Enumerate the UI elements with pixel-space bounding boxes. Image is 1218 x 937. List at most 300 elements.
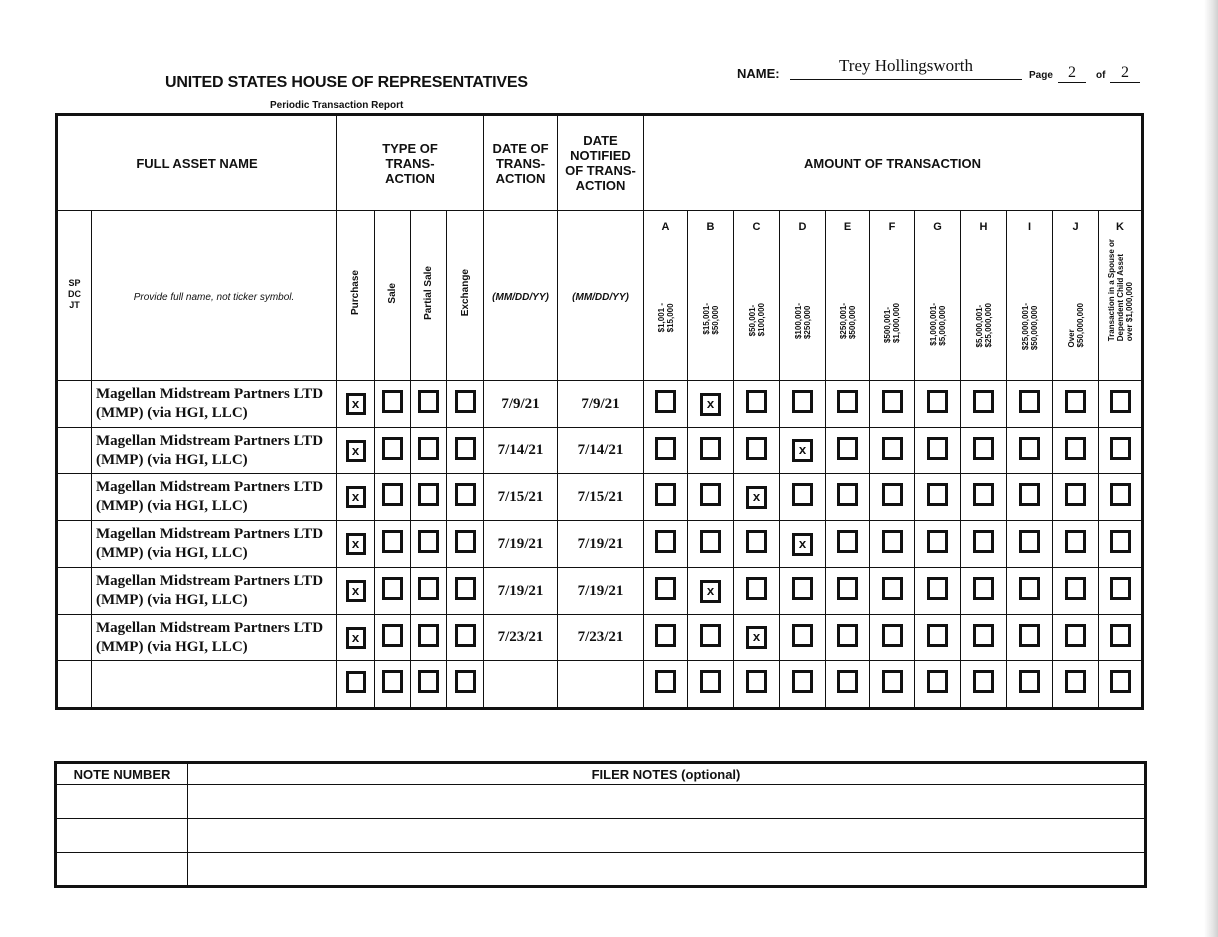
asset-name-cell[interactable]: Magellan Midstream Partners LTD (MMP) (via HGI, LLC) xyxy=(92,428,337,474)
type-checkbox-cell xyxy=(375,381,411,428)
amount-checkbox-cell xyxy=(961,521,1007,568)
amount-checkbox-k[interactable] xyxy=(1110,483,1131,506)
amount-checkbox-cell xyxy=(1007,474,1053,521)
amount-checkbox-i[interactable] xyxy=(1019,577,1040,600)
amount-checkbox-e[interactable] xyxy=(837,390,858,413)
amount-checkbox-cell xyxy=(1099,474,1143,521)
asset-name-cell[interactable]: Magellan Midstream Partners LTD (MMP) (via HGI, LLC) xyxy=(92,381,337,428)
notified-date-cell[interactable]: 7/14/21 xyxy=(558,428,644,474)
amount-checkbox-b[interactable]: x xyxy=(700,580,721,603)
notified-date-cell[interactable]: 7/19/21 xyxy=(558,568,644,615)
type-checkbox-purchase[interactable]: x xyxy=(346,580,366,602)
amount-checkbox-j[interactable] xyxy=(1065,437,1086,460)
amount-checkbox-cell xyxy=(1099,428,1143,474)
transaction-date-cell[interactable]: 7/9/21 xyxy=(484,381,558,428)
amount-checkbox-d[interactable] xyxy=(792,624,813,647)
notified-date-cell[interactable]: 7/19/21 xyxy=(558,521,644,568)
amount-checkbox-i[interactable] xyxy=(1019,437,1040,460)
name-label: NAME: xyxy=(737,66,780,81)
type-checkbox-exchange[interactable] xyxy=(455,390,476,413)
amount-checkbox-cell xyxy=(644,381,688,428)
amount-checkbox-c[interactable] xyxy=(746,670,767,693)
amount-checkbox-d[interactable]: x xyxy=(792,533,813,556)
amount-range: $1,000,001- $5,000,000 xyxy=(928,303,947,346)
amount-checkbox-cell xyxy=(826,568,870,615)
amount-checkbox-j[interactable] xyxy=(1065,577,1086,600)
amount-checkbox-i[interactable] xyxy=(1019,483,1040,506)
amount-checkbox-a[interactable] xyxy=(655,670,676,693)
owner-cell[interactable] xyxy=(57,615,92,661)
type-checkbox-sale[interactable] xyxy=(382,577,403,600)
amount-checkbox-d[interactable] xyxy=(792,483,813,506)
amount-checkbox-cell xyxy=(688,568,734,615)
header-asset-name: FULL ASSET NAME xyxy=(57,115,337,211)
notified-date-cell[interactable] xyxy=(558,661,644,709)
amount-checkbox-e[interactable] xyxy=(837,624,858,647)
amount-checkbox-a[interactable] xyxy=(655,624,676,647)
header-type xyxy=(337,115,484,211)
type-label-cell xyxy=(447,211,484,381)
amount-letter: J xyxy=(1072,221,1079,233)
amount-checkbox-cell xyxy=(826,615,870,661)
type-label: Exchange xyxy=(459,269,471,317)
transaction-date-cell[interactable]: 7/19/21 xyxy=(484,568,558,615)
type-checkbox-purchase[interactable]: x xyxy=(346,440,366,462)
amount-checkbox-k[interactable] xyxy=(1110,530,1131,553)
amount-checkbox-cell xyxy=(780,474,826,521)
amount-checkbox-c[interactable] xyxy=(746,530,767,553)
table-row xyxy=(57,381,1143,428)
owner-code-label xyxy=(57,211,92,381)
header-date-text: DATE OF TRANS-ACTION xyxy=(492,140,549,186)
amount-checkbox-cell xyxy=(1099,568,1143,615)
note-number-cell[interactable] xyxy=(56,819,188,853)
amount-checkbox-cell xyxy=(961,568,1007,615)
type-checkbox-cell xyxy=(411,661,447,709)
table-row xyxy=(57,568,1143,615)
amount-checkbox-cell xyxy=(644,428,688,474)
filer-note-cell[interactable] xyxy=(188,819,1146,853)
amount-checkbox-cell xyxy=(644,661,688,709)
amount-checkbox-k[interactable] xyxy=(1110,624,1131,647)
amount-column-header xyxy=(961,211,1007,381)
owner-cell[interactable] xyxy=(57,568,92,615)
amount-checkbox-cell xyxy=(1053,381,1099,428)
amount-checkbox-cell xyxy=(780,615,826,661)
amount-checkbox-b[interactable] xyxy=(700,437,721,460)
header-date xyxy=(484,115,558,211)
amount-checkbox-cell xyxy=(826,661,870,709)
amount-checkbox-cell xyxy=(1099,381,1143,428)
page-total: 2 xyxy=(1110,64,1140,83)
asset-hint: Provide full name, not ticker symbol. xyxy=(133,291,295,303)
type-checkbox-cell xyxy=(375,474,411,521)
type-label-cell xyxy=(375,211,411,381)
amount-column-header xyxy=(915,211,961,381)
amount-range: $15,001- $50,000 xyxy=(701,303,720,335)
amount-letter: C xyxy=(752,221,761,233)
amount-checkbox-cell xyxy=(644,474,688,521)
amount-checkbox-cell xyxy=(1007,615,1053,661)
date-format-cell xyxy=(484,211,558,381)
amount-checkbox-f[interactable] xyxy=(882,390,903,413)
amount-checkbox-cell xyxy=(780,661,826,709)
amount-letter: E xyxy=(843,221,852,233)
page-edge-shadow xyxy=(1204,0,1218,937)
amount-checkbox-j[interactable] xyxy=(1065,624,1086,647)
amount-checkbox-b[interactable]: x xyxy=(700,393,721,416)
note-row xyxy=(56,785,1146,819)
amount-checkbox-a[interactable] xyxy=(655,390,676,413)
type-checkbox-cell xyxy=(411,568,447,615)
amount-range: $1,001 - $15,000 xyxy=(656,303,675,333)
amount-checkbox-cell xyxy=(734,381,780,428)
amount-column-header xyxy=(870,211,915,381)
amount-checkbox-cell xyxy=(734,615,780,661)
amount-checkbox-e[interactable] xyxy=(837,437,858,460)
type-checkbox-cell xyxy=(337,615,375,661)
amount-checkbox-cell xyxy=(1007,381,1053,428)
amount-checkbox-f[interactable] xyxy=(882,530,903,553)
amount-letter: G xyxy=(933,221,942,233)
amount-checkbox-cell xyxy=(780,381,826,428)
note-row xyxy=(56,819,1146,853)
owner-cell[interactable] xyxy=(57,661,92,709)
table-row xyxy=(57,661,1143,709)
amount-checkbox-cell xyxy=(961,474,1007,521)
note-row xyxy=(56,853,1146,887)
form-title: UNITED STATES HOUSE OF REPRESENTATIVES xyxy=(165,74,528,91)
amount-range: $25,000,001- $50,000,000 xyxy=(1020,303,1039,351)
asset-name-cell[interactable]: Magellan Midstream Partners LTD (MMP) (via HGI, LLC) xyxy=(92,521,337,568)
owner-cell[interactable] xyxy=(57,474,92,521)
filer-note-cell[interactable] xyxy=(188,853,1146,887)
type-label: Partial Sale xyxy=(423,266,434,320)
amount-checkbox-i[interactable] xyxy=(1019,670,1040,693)
amount-checkbox-cell xyxy=(870,474,915,521)
amount-checkbox-cell xyxy=(734,568,780,615)
amount-checkbox-cell xyxy=(688,661,734,709)
amount-checkbox-f[interactable] xyxy=(882,670,903,693)
notified-date-cell[interactable]: 7/9/21 xyxy=(558,381,644,428)
amount-checkbox-c[interactable] xyxy=(746,437,767,460)
amount-checkbox-j[interactable] xyxy=(1065,483,1086,506)
amount-checkbox-cell xyxy=(734,474,780,521)
amount-checkbox-c[interactable] xyxy=(746,577,767,600)
filer-name: Trey Hollingsworth xyxy=(839,56,973,75)
type-checkbox-cell xyxy=(375,428,411,474)
amount-checkbox-cell xyxy=(870,615,915,661)
type-checkbox-sale[interactable] xyxy=(382,437,403,460)
amount-column-header xyxy=(688,211,734,381)
type-checkbox-purchase[interactable] xyxy=(346,671,366,693)
amount-checkbox-b[interactable] xyxy=(700,483,721,506)
type-checkbox-sale[interactable] xyxy=(382,390,403,413)
amount-checkbox-b[interactable] xyxy=(700,670,721,693)
amount-checkbox-d[interactable] xyxy=(792,577,813,600)
amount-checkbox-j[interactable] xyxy=(1065,390,1086,413)
notified-date-cell[interactable]: 7/23/21 xyxy=(558,615,644,661)
transaction-date-cell[interactable]: 7/19/21 xyxy=(484,521,558,568)
type-checkbox-exchange[interactable] xyxy=(455,530,476,553)
amount-checkbox-cell xyxy=(870,568,915,615)
amount-checkbox-cell xyxy=(1053,615,1099,661)
amount-checkbox-f[interactable] xyxy=(882,624,903,647)
type-checkbox-cell xyxy=(337,521,375,568)
amount-checkbox-cell xyxy=(688,381,734,428)
amount-letter: K xyxy=(1116,221,1124,233)
amount-checkbox-g[interactable] xyxy=(927,670,948,693)
owner-cell[interactable] xyxy=(57,381,92,428)
amount-column-header xyxy=(826,211,870,381)
amount-checkbox-g[interactable] xyxy=(927,624,948,647)
type-checkbox-sale[interactable] xyxy=(382,670,403,693)
amount-checkbox-e[interactable] xyxy=(837,530,858,553)
type-checkbox-cell xyxy=(375,521,411,568)
header-note-number: NOTE NUMBER xyxy=(56,763,188,785)
header-notified xyxy=(558,115,644,211)
amount-checkbox-h[interactable] xyxy=(973,670,994,693)
transaction-date-cell[interactable]: 7/14/21 xyxy=(484,428,558,474)
amount-checkbox-cell xyxy=(1053,568,1099,615)
form-subtitle: Periodic Transaction Report xyxy=(270,100,404,111)
amount-checkbox-cell xyxy=(1053,661,1099,709)
amount-checkbox-cell xyxy=(734,428,780,474)
amount-checkbox-cell xyxy=(1007,428,1053,474)
amount-column-header xyxy=(780,211,826,381)
amount-checkbox-k[interactable] xyxy=(1110,437,1131,460)
transactions-table xyxy=(55,113,1144,710)
type-checkbox-partial-sale[interactable] xyxy=(418,577,439,600)
amount-checkbox-a[interactable] xyxy=(655,437,676,460)
type-label-cell xyxy=(411,211,447,381)
type-label: Sale xyxy=(387,282,398,304)
type-checkbox-sale[interactable] xyxy=(382,483,403,506)
amount-checkbox-g[interactable] xyxy=(927,437,948,460)
amount-checkbox-g[interactable] xyxy=(927,577,948,600)
type-checkbox-purchase[interactable]: x xyxy=(346,486,366,508)
amount-checkbox-cell xyxy=(870,428,915,474)
header-amount: AMOUNT OF TRANSACTION xyxy=(644,115,1143,211)
amount-checkbox-a[interactable] xyxy=(655,483,676,506)
type-checkbox-cell xyxy=(375,661,411,709)
asset-name-cell[interactable]: Magellan Midstream Partners LTD (MMP) (via HGI, LLC) xyxy=(92,568,337,615)
amount-checkbox-cell xyxy=(1007,521,1053,568)
amount-column-header xyxy=(1099,211,1143,381)
amount-checkbox-g[interactable] xyxy=(927,483,948,506)
type-checkbox-purchase[interactable]: x xyxy=(346,393,366,415)
type-checkbox-partial-sale[interactable] xyxy=(418,437,439,460)
amount-checkbox-f[interactable] xyxy=(882,437,903,460)
amount-checkbox-e[interactable] xyxy=(837,483,858,506)
type-checkbox-sale[interactable] xyxy=(382,530,403,553)
type-checkbox-cell xyxy=(337,661,375,709)
amount-range: $500,001- $1,000,000 xyxy=(883,303,901,344)
transaction-date-cell[interactable] xyxy=(484,661,558,709)
amount-range: $5,000,001- $25,000,000 xyxy=(974,303,993,348)
amount-checkbox-b[interactable] xyxy=(700,530,721,553)
amount-checkbox-cell xyxy=(780,428,826,474)
amount-checkbox-d[interactable]: x xyxy=(792,439,813,462)
type-checkbox-exchange[interactable] xyxy=(455,670,476,693)
asset-name-cell[interactable] xyxy=(92,661,337,709)
note-number-cell[interactable] xyxy=(56,785,188,819)
amount-checkbox-cell xyxy=(826,521,870,568)
type-checkbox-cell xyxy=(447,428,484,474)
owner-cell[interactable] xyxy=(57,428,92,474)
amount-checkbox-cell xyxy=(780,568,826,615)
type-checkbox-exchange[interactable] xyxy=(455,577,476,600)
amount-checkbox-f[interactable] xyxy=(882,577,903,600)
amount-checkbox-h[interactable] xyxy=(973,624,994,647)
asset-name-cell[interactable]: Magellan Midstream Partners LTD (MMP) (via HGI, LLC) xyxy=(92,615,337,661)
amount-checkbox-h[interactable] xyxy=(973,577,994,600)
amount-range: $50,001- $100,000 xyxy=(747,303,766,337)
amount-checkbox-cell xyxy=(915,568,961,615)
amount-letter: D xyxy=(798,221,807,233)
amount-checkbox-j[interactable] xyxy=(1065,670,1086,693)
type-checkbox-cell xyxy=(411,474,447,521)
amount-range: $250,001- $500,000 xyxy=(838,303,857,340)
amount-checkbox-k[interactable] xyxy=(1110,390,1131,413)
amount-letter: H xyxy=(979,221,988,233)
type-checkbox-partial-sale[interactable] xyxy=(418,390,439,413)
amount-checkbox-cell xyxy=(915,381,961,428)
amount-column-header xyxy=(1053,211,1099,381)
amount-checkbox-h[interactable] xyxy=(973,483,994,506)
amount-checkbox-a[interactable] xyxy=(655,530,676,553)
amount-range: Over $50,000,000 xyxy=(1066,303,1085,348)
transaction-date-cell[interactable]: 7/15/21 xyxy=(484,474,558,521)
type-checkbox-cell xyxy=(411,381,447,428)
table-row xyxy=(57,521,1143,568)
amount-checkbox-cell xyxy=(644,521,688,568)
header-type-text: TYPE OF TRANS-ACTION xyxy=(382,140,438,186)
type-label: Purchase xyxy=(350,270,361,316)
amount-checkbox-i[interactable] xyxy=(1019,390,1040,413)
amount-column-header xyxy=(644,211,688,381)
amount-checkbox-k[interactable] xyxy=(1110,577,1131,600)
amount-checkbox-i[interactable] xyxy=(1019,530,1040,553)
amount-checkbox-cell xyxy=(644,615,688,661)
amount-checkbox-c[interactable]: x xyxy=(746,626,767,649)
type-checkbox-partial-sale[interactable] xyxy=(418,483,439,506)
amount-checkbox-cell xyxy=(1053,428,1099,474)
type-checkbox-exchange[interactable] xyxy=(455,483,476,506)
amount-checkbox-cell xyxy=(870,521,915,568)
type-label-cell xyxy=(337,211,375,381)
type-checkbox-partial-sale[interactable] xyxy=(418,624,439,647)
header-notified-text: DATE NOTIFIED OF TRANS-ACTION xyxy=(565,133,636,193)
amount-checkbox-cell xyxy=(734,521,780,568)
amount-checkbox-cell xyxy=(826,428,870,474)
amount-checkbox-cell xyxy=(915,661,961,709)
note-number-cell[interactable] xyxy=(56,853,188,887)
date-format-hint: (MM/DD/YY) xyxy=(572,291,629,303)
amount-checkbox-cell xyxy=(688,521,734,568)
amount-checkbox-c[interactable]: x xyxy=(746,486,767,509)
amount-checkbox-g[interactable] xyxy=(927,390,948,413)
amount-checkbox-c[interactable] xyxy=(746,390,767,413)
type-checkbox-exchange[interactable] xyxy=(455,437,476,460)
amount-letter: B xyxy=(706,221,715,233)
header-filer-notes: FILER NOTES (optional) xyxy=(188,763,1146,785)
amount-checkbox-k[interactable] xyxy=(1110,670,1131,693)
date-format-hint: (MM/DD/YY) xyxy=(492,291,549,303)
type-checkbox-cell xyxy=(447,661,484,709)
amount-checkbox-cell xyxy=(1007,661,1053,709)
amount-checkbox-a[interactable] xyxy=(655,577,676,600)
type-checkbox-exchange[interactable] xyxy=(455,624,476,647)
amount-checkbox-cell xyxy=(826,474,870,521)
amount-checkbox-cell xyxy=(915,521,961,568)
amount-checkbox-cell xyxy=(688,615,734,661)
notified-date-cell[interactable]: 7/15/21 xyxy=(558,474,644,521)
type-checkbox-cell xyxy=(447,474,484,521)
type-checkbox-cell xyxy=(337,568,375,615)
amount-checkbox-g[interactable] xyxy=(927,530,948,553)
type-checkbox-cell xyxy=(411,428,447,474)
notified-format-cell xyxy=(558,211,644,381)
amount-checkbox-h[interactable] xyxy=(973,437,994,460)
amount-checkbox-h[interactable] xyxy=(973,390,994,413)
amount-checkbox-e[interactable] xyxy=(837,577,858,600)
amount-checkbox-f[interactable] xyxy=(882,483,903,506)
type-checkbox-cell xyxy=(337,381,375,428)
type-checkbox-sale[interactable] xyxy=(382,624,403,647)
type-checkbox-partial-sale[interactable] xyxy=(418,670,439,693)
amount-checkbox-d[interactable] xyxy=(792,670,813,693)
amount-checkbox-cell xyxy=(644,568,688,615)
amount-checkbox-j[interactable] xyxy=(1065,530,1086,553)
amount-checkbox-h[interactable] xyxy=(973,530,994,553)
transaction-date-cell[interactable]: 7/23/21 xyxy=(484,615,558,661)
filer-notes-table xyxy=(54,761,1147,888)
amount-range: Transaction in a Spouse or Dependent Child Asset over $1,000,000 xyxy=(1106,239,1134,342)
asset-name-cell[interactable]: Magellan Midstream Partners LTD (MMP) (via HGI, LLC) xyxy=(92,474,337,521)
page-number: 2 xyxy=(1058,64,1086,83)
type-checkbox-cell xyxy=(337,474,375,521)
type-checkbox-purchase[interactable]: x xyxy=(346,627,366,649)
filer-note-cell[interactable] xyxy=(188,785,1146,819)
amount-checkbox-cell xyxy=(1099,615,1143,661)
amount-checkbox-b[interactable] xyxy=(700,624,721,647)
table-row xyxy=(57,615,1143,661)
amount-checkbox-cell xyxy=(826,381,870,428)
amount-checkbox-cell xyxy=(1099,521,1143,568)
type-checkbox-purchase[interactable]: x xyxy=(346,533,366,555)
amount-checkbox-d[interactable] xyxy=(792,390,813,413)
amount-column-header xyxy=(734,211,780,381)
amount-column-header xyxy=(1007,211,1053,381)
type-checkbox-partial-sale[interactable] xyxy=(418,530,439,553)
amount-checkbox-i[interactable] xyxy=(1019,624,1040,647)
amount-checkbox-cell xyxy=(915,474,961,521)
owner-cell[interactable] xyxy=(57,521,92,568)
type-checkbox-cell xyxy=(447,381,484,428)
type-checkbox-cell xyxy=(447,615,484,661)
amount-checkbox-e[interactable] xyxy=(837,670,858,693)
table-row xyxy=(57,428,1143,474)
type-checkbox-cell xyxy=(375,615,411,661)
asset-hint-cell xyxy=(92,211,337,381)
amount-letter: F xyxy=(888,221,896,233)
amount-checkbox-cell xyxy=(688,474,734,521)
amount-checkbox-cell xyxy=(961,381,1007,428)
amount-checkbox-cell xyxy=(961,661,1007,709)
amount-checkbox-cell xyxy=(870,661,915,709)
amount-range: $100,001- $250,000 xyxy=(793,303,812,340)
